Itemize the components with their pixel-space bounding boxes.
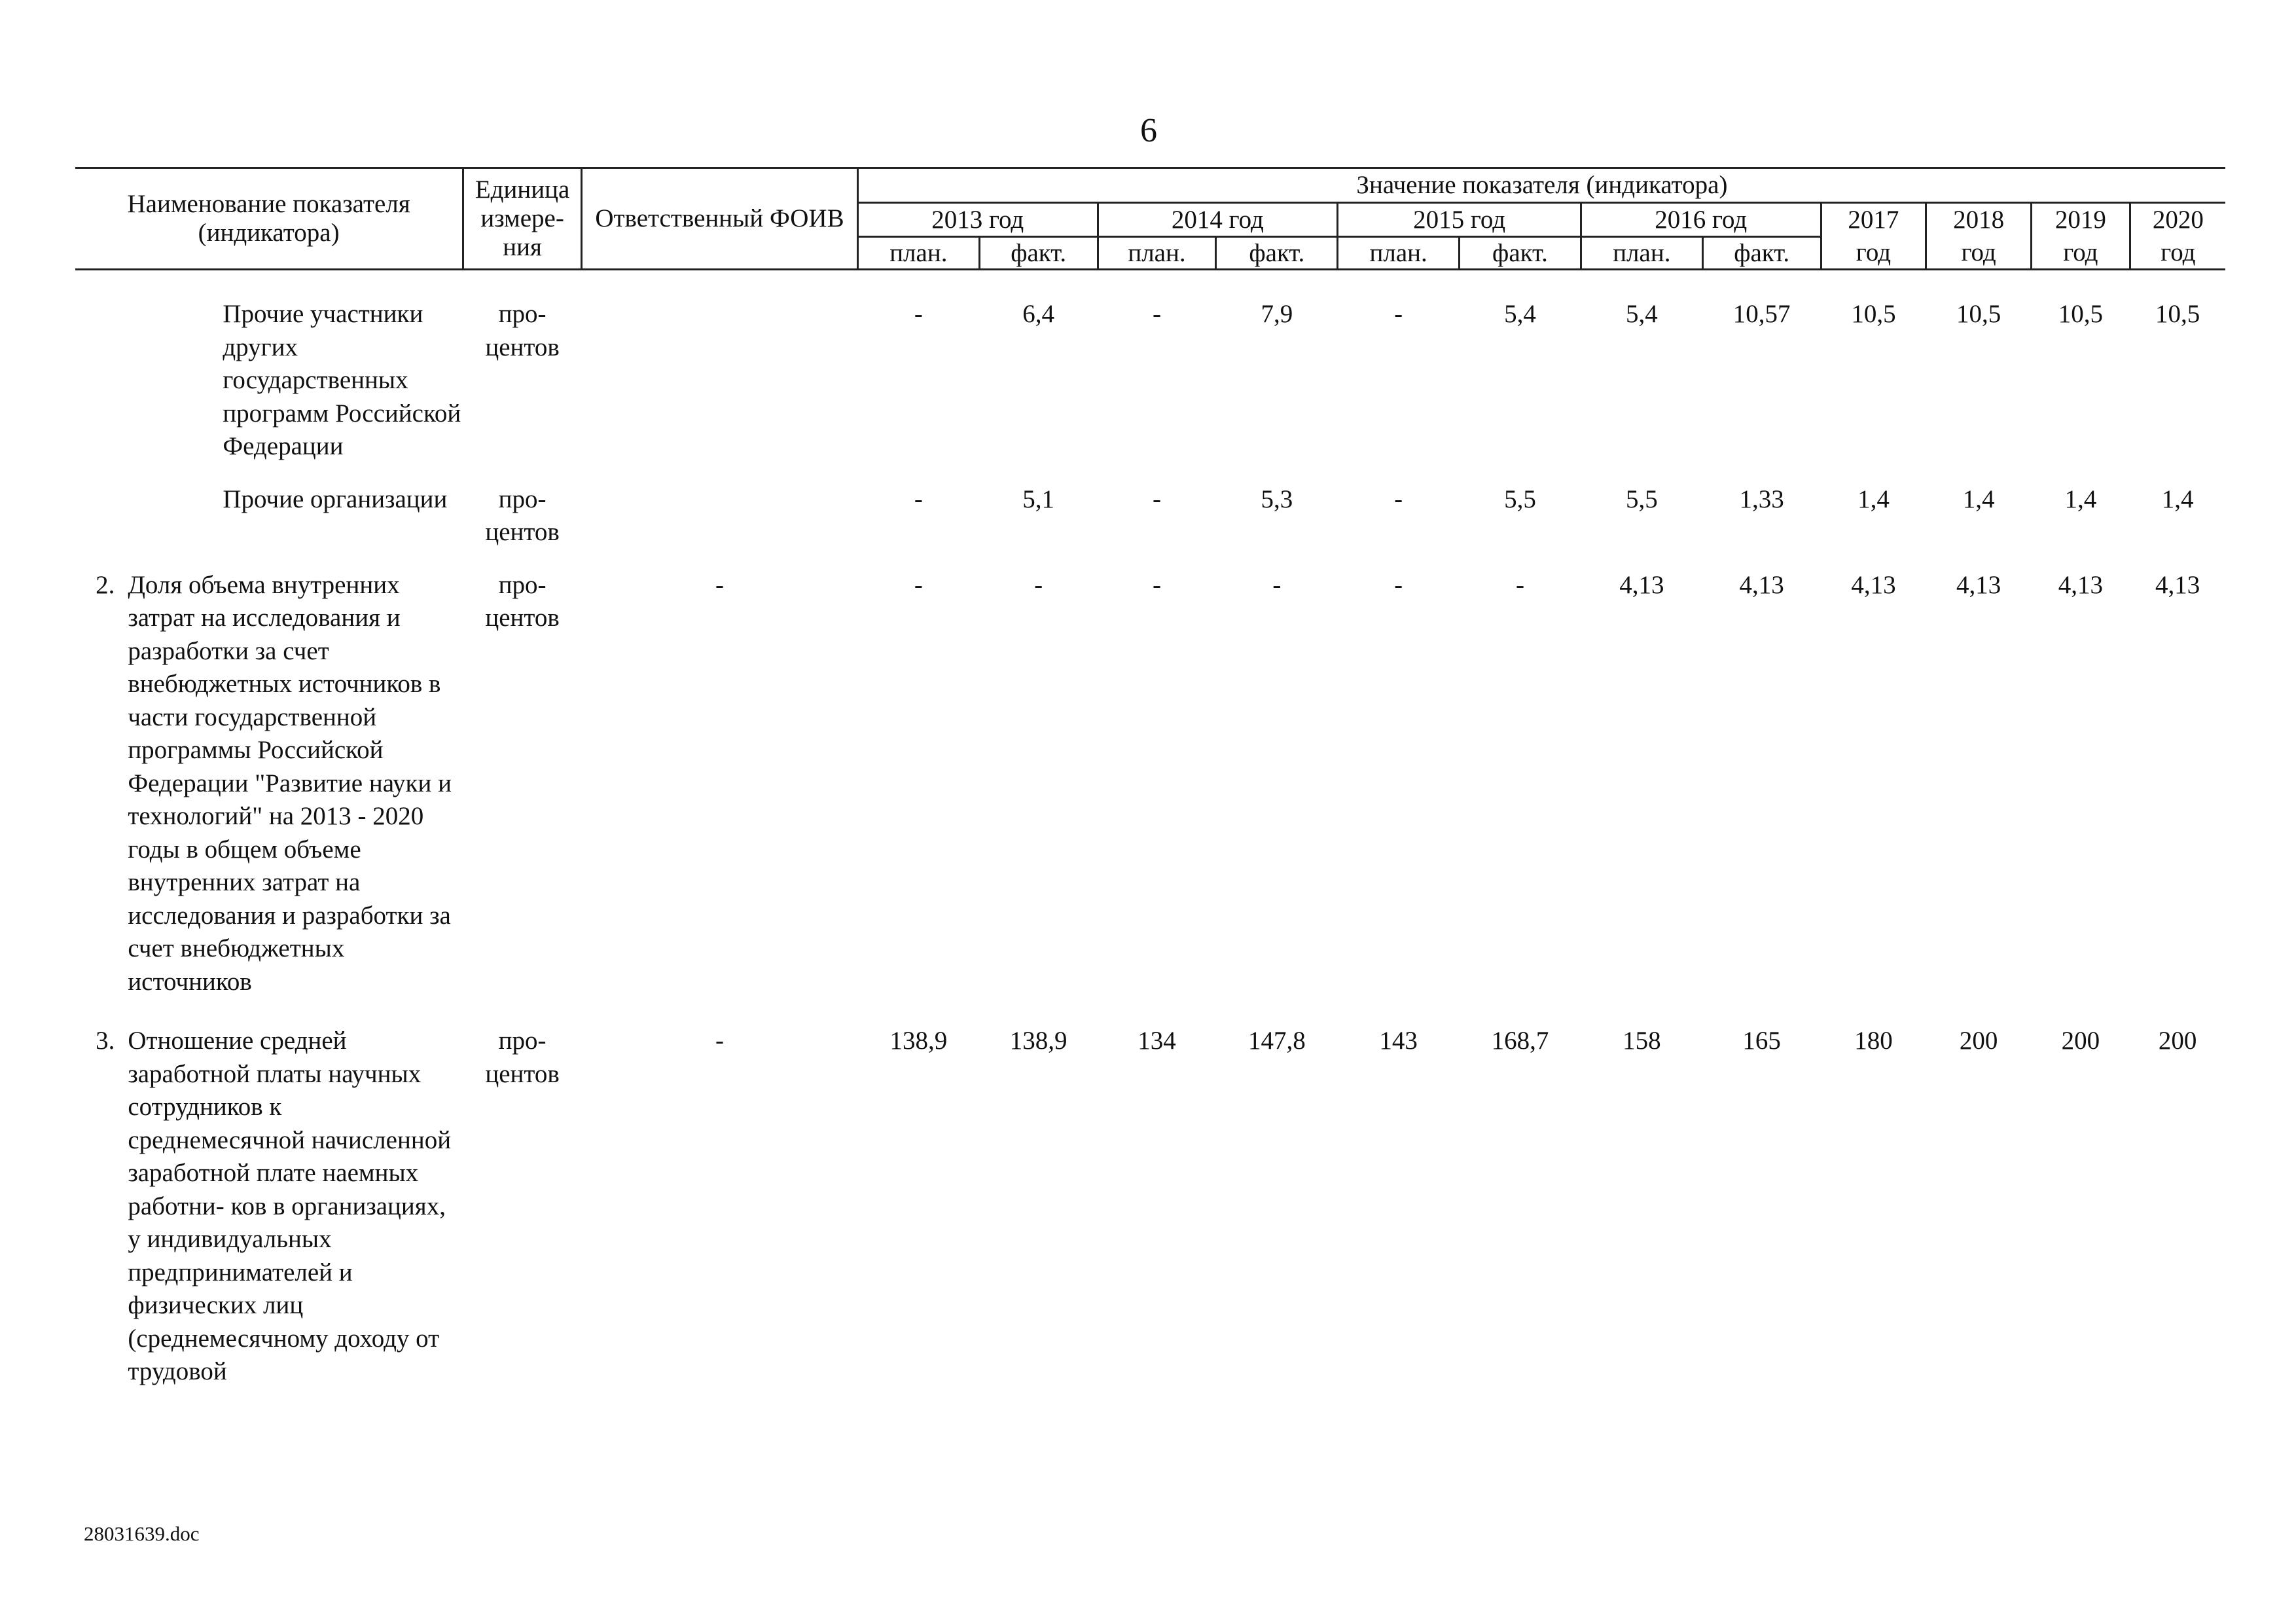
table-row	[75, 569, 2225, 1025]
header-fact: факт.	[1216, 237, 1338, 270]
value-2019: 200	[2061, 1027, 2100, 1055]
header-plan: план.	[1098, 237, 1216, 270]
value-2018: 1,4	[1962, 484, 1995, 513]
value-2020: 10,5	[2155, 300, 2200, 328]
header-fact: факт.	[1702, 237, 1821, 270]
table-row	[75, 483, 2225, 569]
header-year-2013: 2013 год	[857, 203, 1098, 237]
row-unit: про- центов	[485, 570, 560, 632]
table-row	[75, 1025, 2225, 1389]
header-year-2016: 2016 год	[1581, 203, 1821, 237]
value-2015-fact: 5,4	[1504, 300, 1536, 328]
row-number	[75, 298, 121, 483]
value-2014-fact: -	[1272, 570, 1282, 599]
header-plan: план.	[1581, 237, 1702, 270]
value-2016-fact: 10,57	[1732, 300, 1791, 328]
header-year-2019: 2019	[2032, 203, 2130, 237]
value-2014-plan: -	[1152, 484, 1161, 513]
value-2013-fact: 6,4	[1022, 300, 1055, 328]
value-2013-fact: 138,9	[1009, 1027, 1067, 1055]
header-year-2020: 2020	[2130, 203, 2225, 237]
value-2015-fact: -	[1516, 570, 1524, 599]
header-foiv: Ответственный ФОИВ	[582, 168, 858, 270]
value-2016-plan: 5,4	[1625, 300, 1658, 328]
value-2015-fact: 5,5	[1504, 484, 1536, 513]
value-2014-fact: 147,8	[1247, 1027, 1306, 1055]
value-2017: 1,4	[1857, 484, 1890, 513]
value-2018: 200	[1959, 1027, 1998, 1055]
value-2013-fact: 5,1	[1022, 484, 1055, 513]
header-god: год	[1821, 237, 1926, 270]
value-2013-plan: -	[914, 570, 923, 599]
row-number: 3.	[96, 1027, 115, 1055]
header-name: Наименование показателя (индикатора)	[75, 168, 463, 270]
value-2014-fact: 5,3	[1261, 484, 1293, 513]
value-2016-fact: 165	[1742, 1027, 1781, 1055]
header-fact: факт.	[1460, 237, 1581, 270]
value-2020: 200	[2158, 1027, 2197, 1055]
value-2015-fact: 168,7	[1491, 1027, 1549, 1055]
header-unit: Единица измере- ния	[463, 168, 582, 270]
header-plan: план.	[857, 237, 979, 270]
value-2015-plan: -	[1394, 300, 1403, 328]
table-body	[75, 298, 2225, 1389]
header-fact: факт.	[979, 237, 1098, 270]
row-number: 2.	[96, 570, 115, 599]
row-number	[75, 483, 121, 569]
header-year-2018: 2018	[1926, 203, 2032, 237]
value-2019: 10,5	[2058, 300, 2103, 328]
value-2016-fact: 4,13	[1739, 570, 1784, 599]
value-2016-plan: 5,5	[1625, 484, 1658, 513]
header-year-2015: 2015 год	[1338, 203, 1581, 237]
header-year-2017: 2017	[1821, 203, 1926, 237]
table-header	[75, 167, 2225, 270]
value-2018: 10,5	[1956, 300, 2001, 328]
row-foiv: -	[715, 1027, 724, 1055]
value-2017: 10,5	[1851, 300, 1896, 328]
value-2016-plan: 4,13	[1619, 570, 1664, 599]
table-row	[75, 298, 2225, 483]
header-god: год	[2032, 237, 2130, 270]
row-foiv: -	[715, 570, 724, 599]
value-2014-plan: -	[1152, 570, 1161, 599]
value-2014-fact: 7,9	[1261, 300, 1293, 328]
row-name: Прочие участники других государственных программ Российской Федерации	[223, 300, 461, 460]
row-name: Доля объема внутренних затрат на исследования и разработки за счет внебюджетных источников в части государственной программы Российской Федерации "Развитие науки и технологий" на 2013 - 2020 годы в общем объеме внутренних затрат на исследования и разработки за счет внебюджетных источников	[128, 570, 452, 996]
value-2016-fact: 1,33	[1739, 484, 1784, 513]
value-2015-plan: -	[1394, 570, 1403, 599]
value-2018: 4,13	[1956, 570, 2001, 599]
header-year-2014: 2014 год	[1098, 203, 1338, 237]
header-plan: план.	[1338, 237, 1460, 270]
value-2020: 4,13	[2155, 570, 2200, 599]
value-2017: 4,13	[1851, 570, 1896, 599]
row-foiv	[582, 483, 858, 569]
value-2020: 1,4	[2161, 484, 2194, 513]
row-name: Отношение средней заработной платы научных сотрудников к среднемесячной начисленной заработной плате наемных работни- ков в организациях, у индивидуальных предпринимателей и физических лиц (среднемесячному доходу от трудовой	[128, 1027, 452, 1385]
row-foiv	[582, 298, 858, 483]
value-2019: 4,13	[2058, 570, 2103, 599]
document-id: 28031639.doc	[84, 1522, 200, 1545]
value-2016-plan: 158	[1623, 1027, 1661, 1055]
value-2014-plan: -	[1152, 300, 1161, 328]
row-unit: про- центов	[485, 484, 560, 546]
page-number: 6	[1140, 112, 1157, 149]
value-2013-fact: -	[1034, 570, 1043, 599]
value-2013-plan: 138,9	[889, 1027, 948, 1055]
header-god: год	[1926, 237, 2032, 270]
value-2019: 1,4	[2064, 484, 2097, 513]
header-value: Значение показателя (индикатора)	[857, 168, 2225, 203]
header-god: год	[2130, 237, 2225, 270]
value-2013-plan: -	[914, 300, 923, 328]
row-unit: про- центов	[485, 1027, 560, 1088]
value-2015-plan: 143	[1379, 1027, 1418, 1055]
row-unit: про- центов	[485, 300, 560, 361]
row-name: Прочие организации	[223, 484, 448, 513]
value-2013-plan: -	[914, 484, 923, 513]
value-2015-plan: -	[1394, 484, 1403, 513]
value-2017: 180	[1854, 1027, 1893, 1055]
value-2014-plan: 134	[1138, 1027, 1176, 1055]
